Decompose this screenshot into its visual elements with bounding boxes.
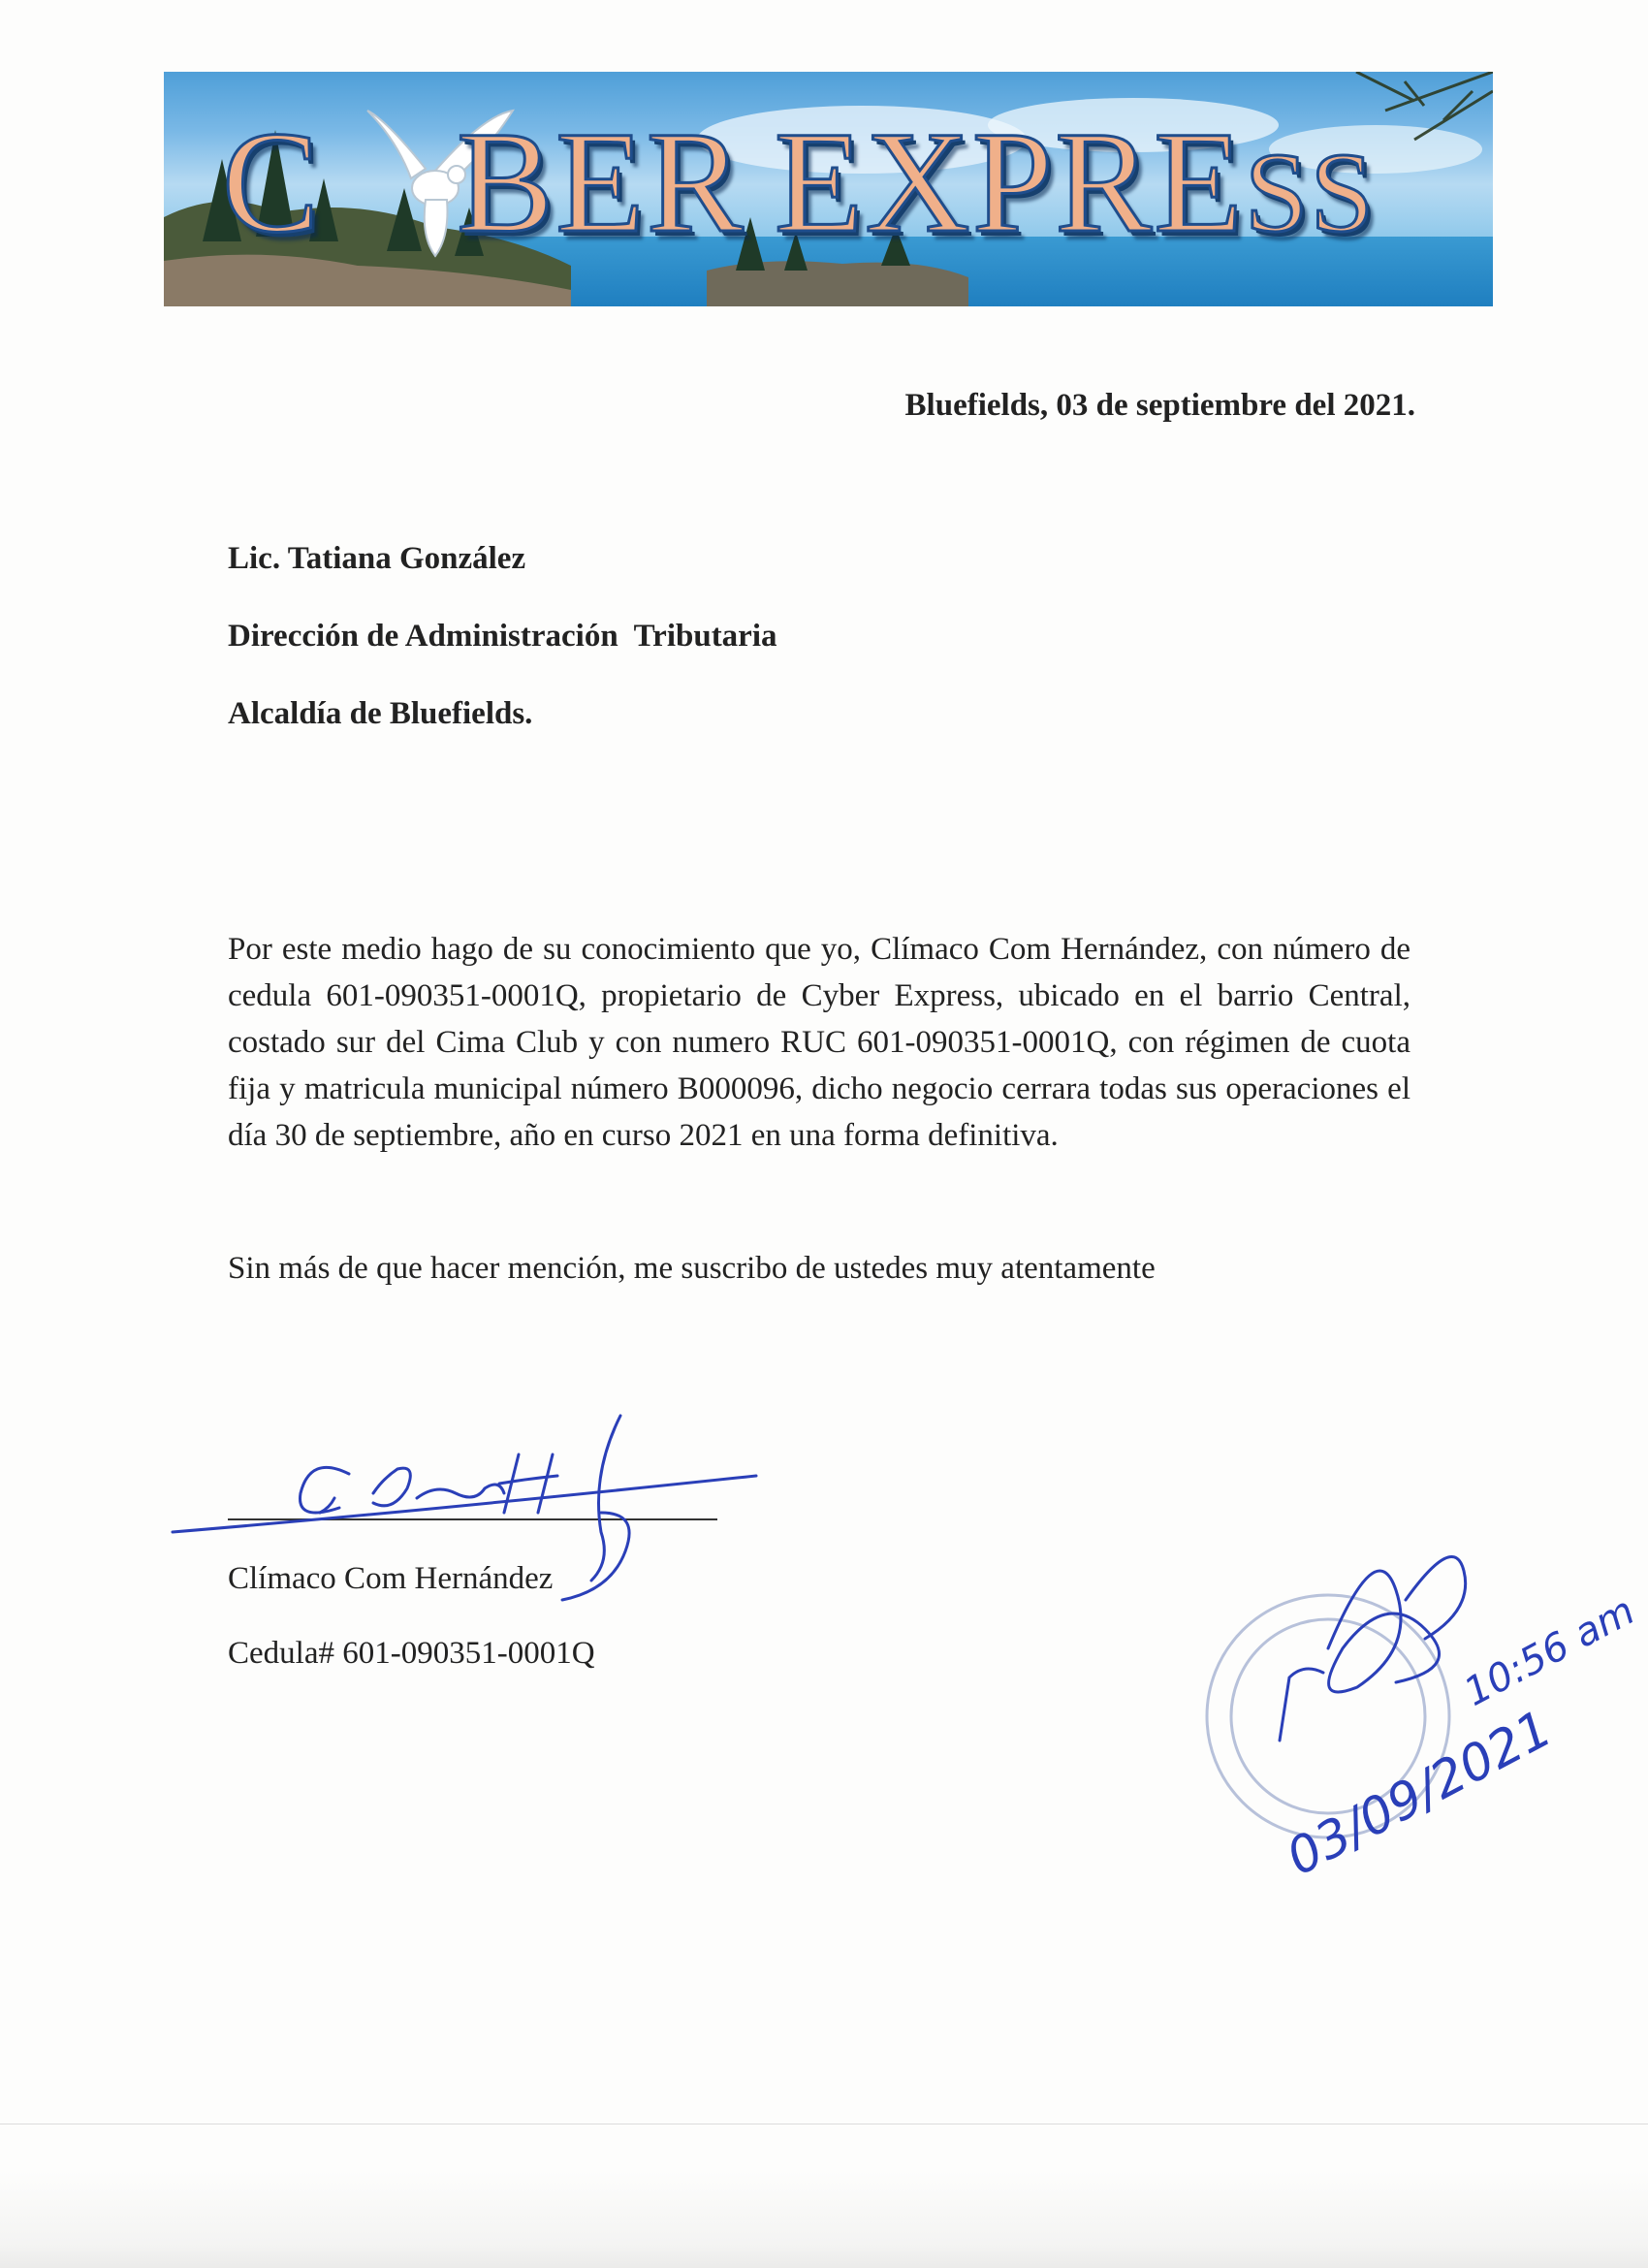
page-bottom-shadow xyxy=(0,2171,1648,2268)
letterhead-banner xyxy=(164,72,1493,306)
letter-date: Bluefields, 03 de septiembre del 2021. xyxy=(904,388,1415,423)
letter-body: Por este medio hago de su conocimiento que yo, Clímaco Com Hernández, con número de cedula 601-090351-0001Q, propietario de Cyber Express, ubicado en el barrio Central, costado sur del Cima Club y con numero RUC 601-090351-0001Q, con régimen de cuota fija y matricula municipal número B000096, dicho negocio cerrara todas sus operaciones el día 30 de septiembre, año en curso 2021 en una forma definitiva. xyxy=(228,932,1410,1153)
logo-letter-e: E xyxy=(774,102,866,263)
signer-name: Clímaco Com Hernández xyxy=(228,1561,554,1596)
signer-id: Cedula# 601-090351-0001Q xyxy=(228,1636,595,1671)
logo-wordmark xyxy=(222,99,1376,283)
logo-letter-s1: S xyxy=(1244,129,1311,256)
receipt-stamp xyxy=(1207,1595,1449,1837)
logo-word-ber: BER xyxy=(457,102,745,263)
logo-word-xpre: XPRE xyxy=(865,102,1245,263)
recipient-name: Lic. Tatiana González xyxy=(228,541,526,576)
recipient-department: Dirección de Administración Tributaria xyxy=(228,619,777,654)
stamp-initials xyxy=(1280,1556,1466,1741)
signature-line xyxy=(228,1518,717,1520)
letter-closing: Sin más de que hacer mención, me suscribo de ustedes muy atentamente xyxy=(228,1251,1156,1286)
logo-letter-s2: S xyxy=(1310,129,1377,256)
stamp-handwritten-date: 03/09/2021 xyxy=(1277,1699,1562,1888)
stamp-handwritten-time: 10:56 am xyxy=(1457,1588,1642,1715)
logo-letter-c: C xyxy=(222,102,322,263)
recipient-institution: Alcaldía de Bluefields. xyxy=(228,696,533,731)
